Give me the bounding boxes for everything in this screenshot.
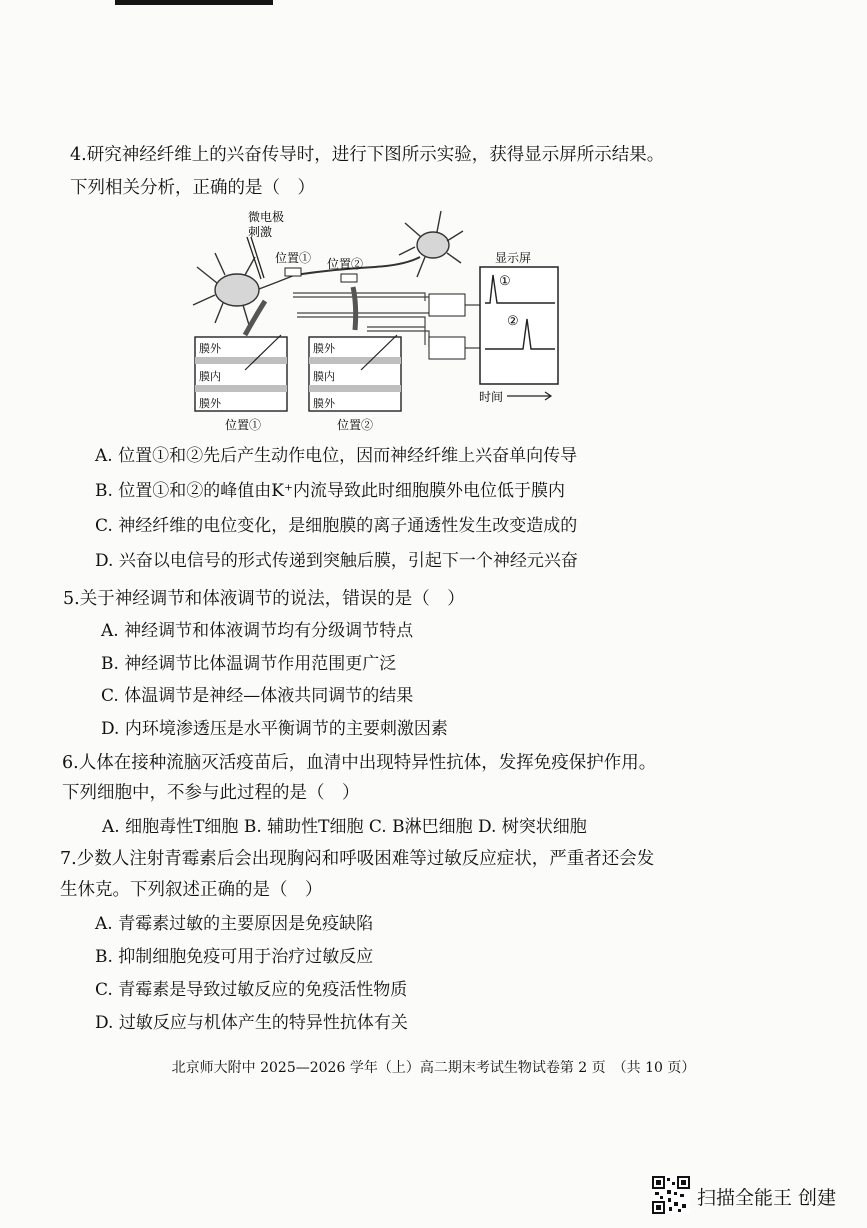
position2-label: 位置② bbox=[327, 257, 364, 271]
q5-option-b: B. 神经调节比体温调节作用范围更广泛 bbox=[101, 654, 397, 674]
panel2-outer-label-2: 膜外 bbox=[313, 397, 335, 410]
amplifier-2 bbox=[429, 337, 465, 359]
q6-options: A. 细胞毒性T细胞 B. 辅助性T细胞 C. B淋巴细胞 D. 树突状细胞 bbox=[102, 817, 587, 837]
membrane-band bbox=[195, 385, 287, 392]
trace-2-label: ② bbox=[507, 314, 519, 329]
q7-stem-line1: 7.少数人注射青霉素后会出现胸闷和呼吸困难等过敏反应症状，严重者还会发 bbox=[60, 849, 655, 869]
membrane-band bbox=[309, 385, 401, 392]
q6-stem-line1: 6.人体在接种流脑灭活疫苗后，血清中出现特异性抗体，发挥免疫保护作用。 bbox=[62, 753, 657, 773]
q5-option-c: C. 体温调节是神经—体液共同调节的结果 bbox=[101, 686, 414, 706]
scanner-watermark: 扫描全能王 创建 bbox=[697, 1187, 837, 1209]
zoom-arrow-1 bbox=[245, 301, 265, 335]
recording-site-1 bbox=[285, 268, 301, 276]
electrode-label-2: 刺激 bbox=[248, 225, 273, 239]
q7-stem-line2: 生休克。下列叙述正确的是（ ） bbox=[60, 880, 323, 900]
caption-position1: 位置① bbox=[225, 418, 262, 432]
microelectrode-icon bbox=[247, 237, 264, 279]
page-footer: 北京师大附中 2025—2026 学年（上）高二期末考试生物试卷第 2 页 （共 10 页） bbox=[171, 1060, 696, 1076]
panel2-outer-label: 膜外 bbox=[313, 342, 335, 355]
panel2-inner-label: 膜内 bbox=[313, 370, 335, 383]
q7-option-b: B. 抑制细胞免疫可用于治疗过敏反应 bbox=[95, 947, 374, 967]
q5-option-d: D. 内环境渗透压是水平衡调节的主要刺激因素 bbox=[101, 719, 448, 739]
q7-option-c: C. 青霉素是导致过敏反应的免疫活性物质 bbox=[95, 980, 408, 1000]
time-axis-label: 时间 bbox=[479, 390, 504, 404]
time-arrow-icon bbox=[507, 392, 551, 400]
panel1-outer-label-2: 膜外 bbox=[199, 397, 221, 410]
caption-position2: 位置② bbox=[337, 418, 374, 432]
q4-stem-line2: 下列相关分析，正确的是（ ） bbox=[70, 178, 315, 198]
q4-option-a: A. 位置①和②先后产生动作电位，因而神经纤维上兴奋单向传导 bbox=[95, 446, 578, 466]
amplifier-1 bbox=[429, 294, 465, 316]
trace-1-label: ① bbox=[499, 274, 511, 289]
panel1-inner-label: 膜内 bbox=[199, 370, 221, 383]
recording-site-2 bbox=[341, 274, 357, 282]
q7-option-a: A. 青霉素过敏的主要原因是免疫缺陷 bbox=[95, 914, 374, 934]
qr-code-icon bbox=[652, 1176, 690, 1214]
scan-edge-bar bbox=[115, 0, 273, 5]
electrode-label-1: 微电极 bbox=[248, 210, 285, 224]
q4-option-b: B. 位置①和②的峰值由K⁺内流导致此时细胞膜外电位低于膜内 bbox=[95, 481, 565, 501]
q5-option-a: A. 神经调节和体液调节均有分级调节特点 bbox=[101, 621, 414, 641]
q5-stem: 5.关于神经调节和体液调节的说法，错误的是（ ） bbox=[63, 589, 465, 609]
membrane-band bbox=[195, 357, 287, 364]
membrane-band bbox=[309, 357, 401, 364]
q6-stem-line2: 下列细胞中，不参与此过程的是（ ） bbox=[62, 783, 360, 803]
nerve-experiment-figure bbox=[185, 205, 565, 433]
q7-option-d: D. 过敏反应与机体产生的特异性抗体有关 bbox=[95, 1013, 408, 1033]
panel1-outer-label: 膜外 bbox=[199, 342, 221, 355]
position1-label: 位置① bbox=[275, 251, 312, 265]
screen-label: 显示屏 bbox=[495, 251, 532, 265]
q4-option-d: D. 兴奋以电信号的形式传递到突触后膜，引起下一个神经元兴奋 bbox=[95, 551, 578, 571]
q4-stem-line1: 4.研究神经纤维上的兴奋传导时，进行下图所示实验，获得显示屏所示结果。 bbox=[70, 145, 665, 165]
right-neuron-illustration bbox=[399, 211, 463, 277]
zoom-arrow-2 bbox=[353, 287, 356, 330]
q4-option-c: C. 神经纤维的电位变化，是细胞膜的离子通透性发生改变造成的 bbox=[95, 516, 578, 536]
